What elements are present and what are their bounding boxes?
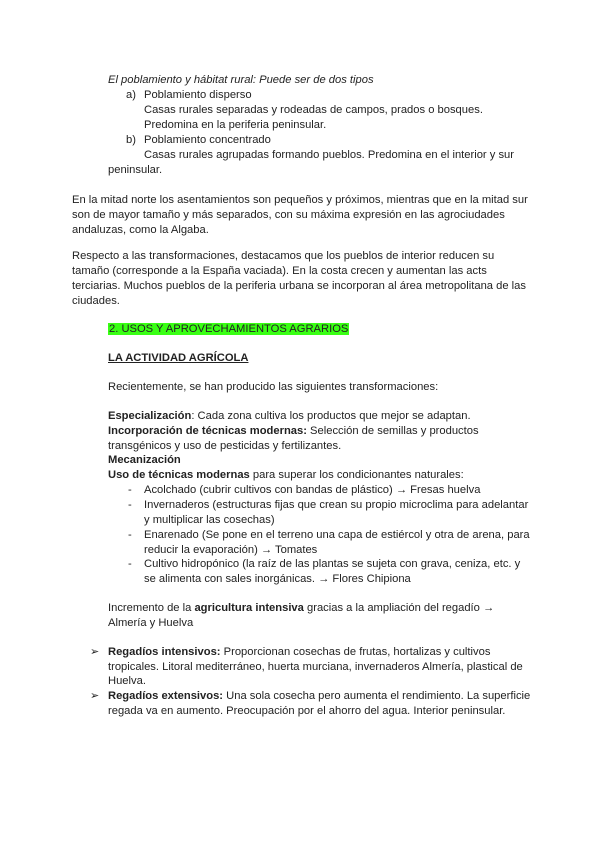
poblamiento-intro: El poblamiento y hábitat rural: Puede ser de dos tipos	[108, 74, 374, 86]
paragraph-transformaciones: Respecto a las transformaciones, destacamos que los pueblos de interior reducen su tamaño (corresponde a la España vaciada). En la costa crecen y aumentan las acts terciarias. Muchos pueblos de la periferia urbana se incorporan al área metropolitana de las ciudades.	[72, 250, 526, 307]
subheading-actividad-agricola: LA ACTIVIDAD AGRÍCOLA	[108, 352, 249, 364]
poblamiento-disperso-line1: Casas rurales separadas y rodeadas de campos, prados o bosques.	[144, 104, 483, 116]
regadios-extensivos-text: Una sola cosecha pero aumenta el rendimiento. La superficie	[223, 690, 531, 702]
incorporacion-line	[108, 424, 479, 439]
tecnica-hidroponico-line2: se alimenta con sales inorgánicas. → Flores Chipiona	[144, 573, 411, 585]
paragraph-mitad-norte: En la mitad norte los asentamientos son pequeños y próximos, mientras que en la mitad sur son de mayor tamaño y más separados, con su máxima expresión en las agrociudades andaluzas, como la Algaba.	[72, 194, 528, 236]
tecnica-acolchado: Acolchado (cubrir cultivos con bandas de plástico) → Fresas huelva	[144, 484, 481, 496]
regadios-intensivos-label: Regadíos intensivos:	[108, 646, 221, 658]
dash-marker: -	[128, 529, 132, 541]
incorporacion-text: Selección de semillas y productos	[306, 425, 479, 437]
list-marker-a: a)	[126, 89, 136, 101]
incremento-cont: Almería y Huelva	[108, 617, 194, 629]
section-heading	[108, 322, 349, 337]
uso-tecnicas-label: Uso de técnicas modernas	[108, 469, 250, 481]
arrow-bullet-icon: ➢	[90, 646, 100, 658]
incremento-bold: agricultura intensiva	[194, 602, 304, 614]
poblamiento-concentrado-title: Poblamiento concentrado	[144, 134, 271, 146]
dash-marker: -	[128, 484, 132, 496]
poblamiento-disperso-title: Poblamiento disperso	[144, 89, 252, 101]
especializacion-line	[108, 409, 471, 424]
mecanizacion: Mecanización	[108, 454, 181, 466]
incorporacion-label: Incorporación de técnicas modernas:	[108, 425, 307, 437]
arrow-bullet-icon: ➢	[90, 690, 100, 702]
incremento-pre: Incremento de la	[108, 602, 195, 614]
regadios-intensivos-text: Proporcionan cosechas de frutas, hortalizas y cultivos	[220, 646, 491, 658]
uso-tecnicas-line	[108, 468, 464, 483]
list-marker-b: b)	[126, 134, 136, 146]
section-heading-text: 2. USOS Y APROVECHAMIENTOS AGRARIOS	[109, 323, 349, 335]
especializacion-text: : Cada zona cultiva los productos que mejor se adaptan.	[191, 410, 471, 422]
tecnica-enarenado-line2: reducir la evaporación) → Tomates	[144, 544, 318, 556]
regadios-extensivos-line2: regada va en aumento. Preocupación por el ahorro del agua. Interior peninsular.	[108, 705, 506, 717]
uso-tecnicas-text: para superar los condicionantes naturales:	[249, 469, 464, 481]
especializacion-label: Especialización	[108, 410, 192, 422]
regadios-extensivos-label: Regadíos extensivos:	[108, 690, 224, 702]
tecnica-invernaderos-line1: Invernaderos (estructuras fijas que crean su propio microclima para adelantar	[144, 499, 529, 511]
incorporacion-cont: transgénicos y uso de pesticidas y fertilizantes.	[108, 440, 342, 452]
incremento-line	[108, 601, 494, 616]
intro-transformaciones: Recientemente, se han producido las siguientes transformaciones:	[108, 381, 439, 393]
dash-marker: -	[128, 499, 132, 511]
poblamiento-concentrado-line1: Casas rurales agrupadas formando pueblos. Predomina en el interior y sur	[144, 149, 515, 161]
tecnica-hidroponico-line1: Cultivo hidropónico (la raíz de las plantas se sujeta con grava, ceniza, etc. y	[144, 558, 521, 570]
regadios-intensivos-line1	[108, 645, 490, 660]
poblamiento-disperso-line2: Predomina en la periferia peninsular.	[144, 119, 327, 131]
incremento-post: gracias a la ampliación del regadío →	[303, 602, 495, 614]
regadios-intensivos-line3: Huelva.	[108, 675, 146, 687]
regadios-intensivos-line2: tropicales. Litoral mediterráneo, huerta murciana, invernaderos Almería, plastical de	[108, 661, 523, 673]
poblamiento-concentrado-line2: peninsular.	[108, 164, 163, 176]
tecnica-invernaderos-line2: y multiplicar las cosechas)	[144, 514, 275, 526]
dash-marker: -	[128, 558, 132, 570]
regadios-extensivos-line1	[108, 689, 530, 704]
tecnica-enarenado-line1: Enarenado (Se pone en el terreno una capa de estiércol y otra de arena, para	[144, 529, 530, 541]
